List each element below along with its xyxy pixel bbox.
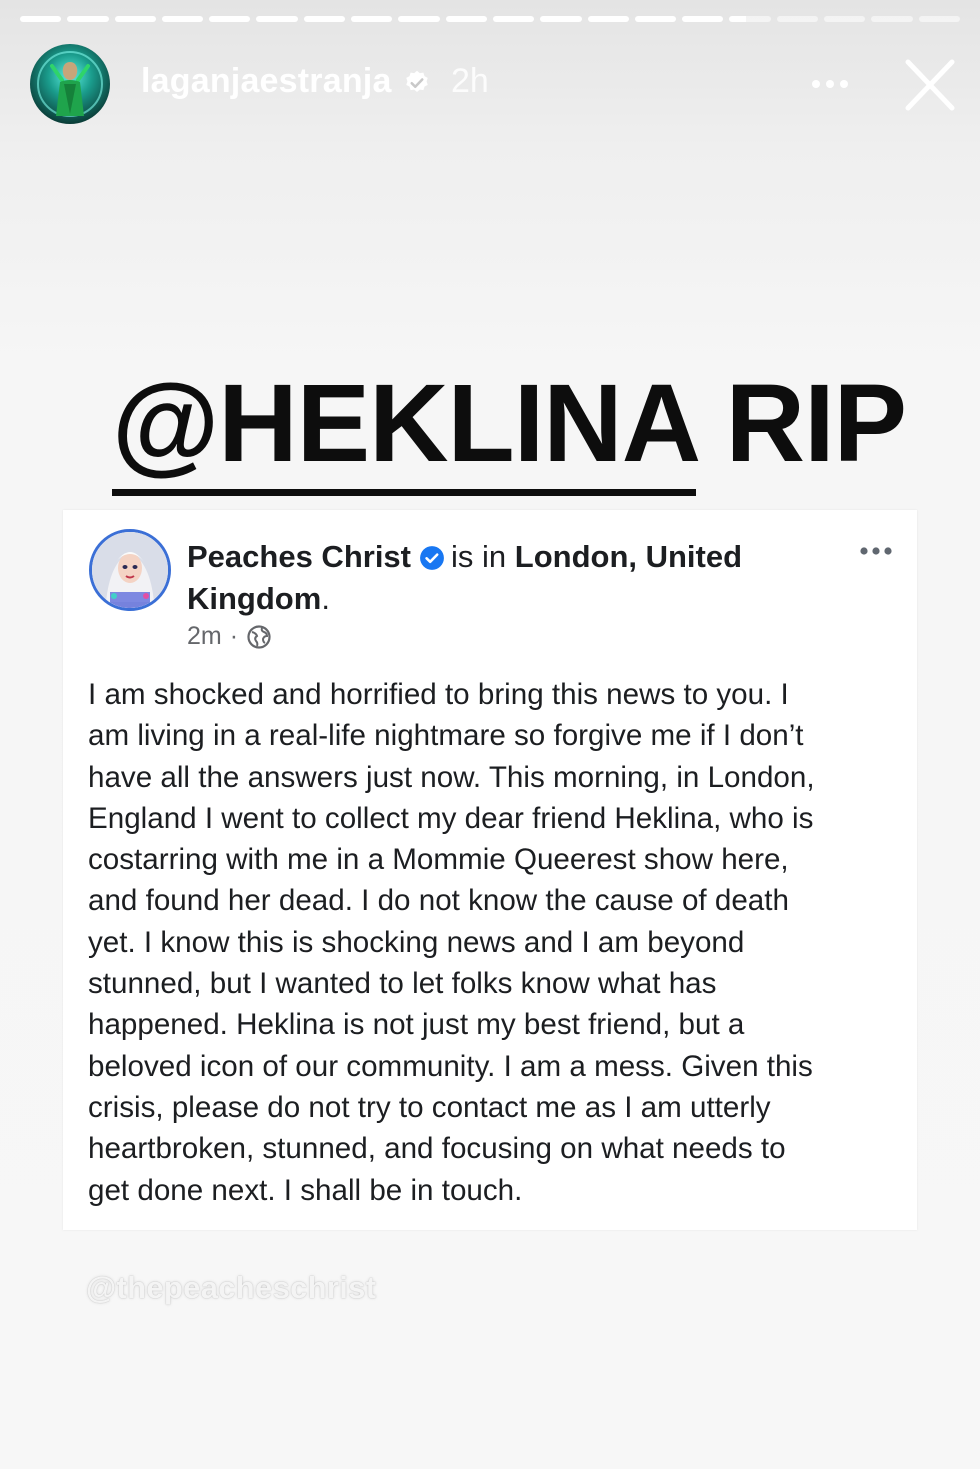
post-body-line: crisis, please do not try to contact me as I am utterly (88, 1090, 771, 1124)
avatar-figure-icon (30, 44, 110, 124)
post-meta (187, 622, 272, 651)
post-author-name[interactable]: Peaches Christ (187, 539, 411, 574)
post-body-line: and found her dead. I do not know the cause of death (88, 884, 789, 918)
progress-segment (446, 16, 487, 22)
headline-mention[interactable]: @HEKLINA (112, 362, 696, 496)
author-portrait-icon (92, 532, 168, 608)
verified-badge-icon (403, 69, 431, 97)
profile-avatar[interactable] (30, 44, 110, 124)
progress-segment (67, 16, 108, 22)
progress-segment (919, 16, 960, 22)
progress-segment (871, 16, 912, 22)
more-options-icon[interactable] (808, 72, 852, 96)
meta-separator: · (229, 622, 239, 650)
progress-segment (115, 16, 156, 22)
checkin-text: is in (451, 539, 507, 574)
mention-sticker[interactable]: @thepeacheschrist (86, 1270, 377, 1305)
close-icon[interactable] (902, 58, 958, 112)
post-body-line: beloved icon of our community. I am a mess. Given this (88, 1049, 813, 1083)
post-body-line: I am shocked and horrified to bring this news to you. I (88, 678, 789, 711)
progress-segment (20, 16, 61, 22)
progress-segment (256, 16, 297, 22)
checkin-location-line1[interactable]: London, United (514, 539, 743, 574)
story-timestamp: 2h (451, 62, 489, 100)
progress-segment (493, 16, 534, 22)
post-body-line: have all the answers just now. This morning, in London, (88, 760, 815, 794)
progress-segment (682, 16, 723, 22)
progress-segment (162, 16, 203, 22)
progress-segment (351, 16, 392, 22)
post-body-line: get done next. I shall be in touch. (88, 1173, 523, 1207)
post-header (187, 536, 807, 620)
progress-segment (304, 16, 345, 22)
progress-segment (824, 16, 865, 22)
checkin-period: . (321, 581, 330, 616)
post-body-line: am living in a real-life nightmare so forgive me if I don’t (88, 719, 804, 753)
post-body-line: heartbroken, stunned, and focusing on what needs to (88, 1132, 786, 1166)
post-body-line: England I went to collect my dear friend Heklina, who is (88, 801, 814, 835)
globe-icon (246, 624, 272, 650)
post-body-text (88, 674, 888, 1211)
progress-segment (209, 16, 250, 22)
facebook-post-screenshot (63, 510, 917, 1230)
post-body-line: costarring with me in a Mommie Queerest show here, (88, 843, 789, 877)
progress-segment (635, 16, 676, 22)
progress-segment (777, 16, 818, 22)
story-progress-bar (20, 16, 960, 22)
story-username[interactable]: laganjaestranja (141, 62, 392, 100)
post-body-line: stunned, but I wanted to let folks know what has (88, 967, 717, 1001)
story-headline (112, 363, 906, 484)
post-more-options-icon[interactable] (858, 544, 894, 558)
post-body-line: yet. I know this is shocking news and I am beyond (88, 925, 745, 959)
post-author-avatar (89, 529, 171, 611)
post-body-line: happened. Heklina is not just my best friend, but a (88, 1008, 745, 1042)
progress-segment (540, 16, 581, 22)
progress-segment (588, 16, 629, 22)
headline-suffix: RIP (696, 362, 906, 485)
post-timestamp[interactable]: 2m (187, 622, 222, 650)
checkin-location-line2[interactable]: Kingdom (187, 581, 322, 616)
progress-segment (398, 16, 439, 22)
progress-segment (729, 16, 770, 22)
verified-badge-icon (419, 545, 445, 571)
